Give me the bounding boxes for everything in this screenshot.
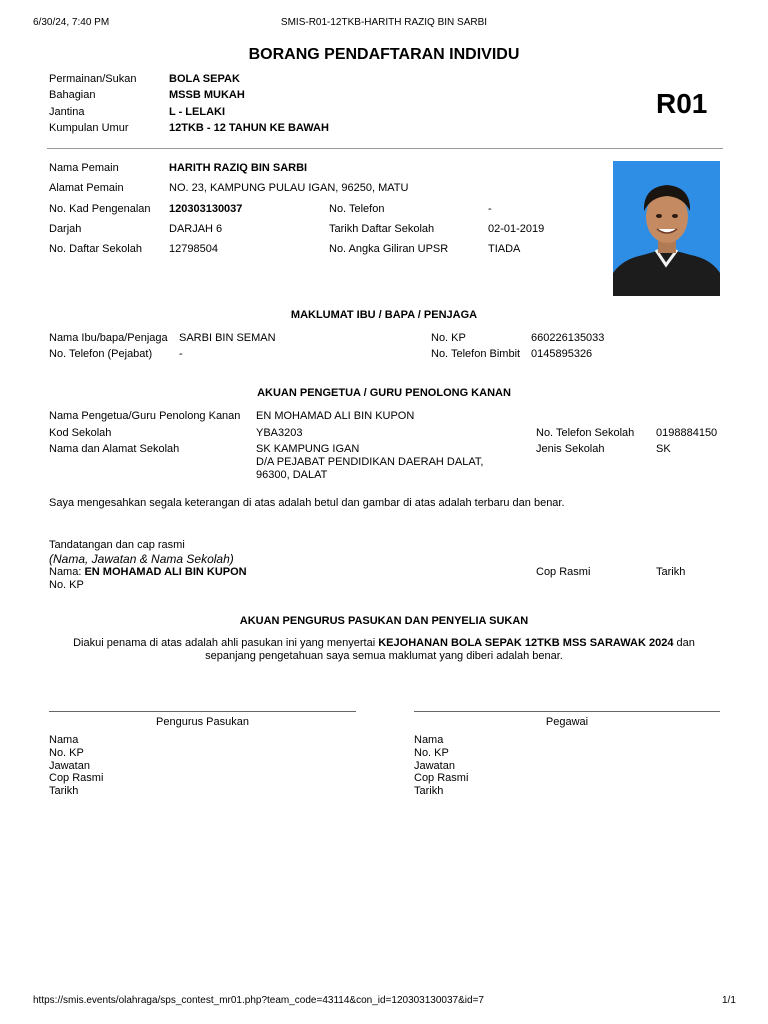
signature-label: Tandatangan dan cap rasmi — [49, 539, 185, 551]
print-url[interactable]: https://smis.events/olahraga/sps_contest_mr01.php?team_code=43114&con_id=120303130037&id=7 — [33, 995, 484, 1006]
jantina-label: Jantina — [49, 106, 85, 118]
pegawai-cop-rasmi: Cop Rasmi — [414, 772, 469, 785]
alamat-pemain-value: NO. 23, KAMPUNG PULAU IGAN, 96250, MATU — [169, 182, 409, 194]
nama-pemain-value: HARITH RAZIQ BIN SARBI — [169, 162, 308, 174]
kod-sekolah-label: Kod Sekolah — [49, 427, 112, 439]
statement-text-before: Diakui penama di atas adalah ahli pasukan ini yang menyertai — [73, 637, 379, 649]
nama-pemain-label: Nama Pemain — [49, 162, 119, 174]
jantina-value: L - LELAKI — [169, 106, 226, 118]
tel-sekolah-value: 0198884150 — [656, 427, 718, 439]
kad-pengenalan-label: No. Kad Pengenalan — [49, 203, 151, 215]
pegawai-title: Pegawai — [545, 716, 589, 728]
pegawai-tarikh: Tarikh — [414, 785, 444, 797]
cop-rasmi-label: Cop Rasmi — [536, 566, 591, 578]
parent-tel-pejabat-label: No. Telefon (Pejabat) — [49, 348, 153, 360]
player-photo — [613, 161, 720, 296]
permainan-value: BOLA SEPAK — [169, 73, 240, 85]
upsr-value: TIADA — [488, 243, 521, 255]
print-page-number: 1/1 — [722, 995, 736, 1006]
alamat-sekolah-line1: SK KAMPUNG IGAN — [256, 443, 360, 455]
parent-tel-bimbit-label: No. Telefon Bimbit — [431, 348, 521, 360]
print-page-title: SMIS-R01-12TKB-HARITH RAZIQ BIN SARBI — [280, 17, 488, 28]
pengurus-nama: Nama — [49, 734, 79, 746]
alamat-sekolah-line3: 96300, DALAT — [256, 469, 328, 481]
divider — [47, 148, 723, 149]
pegawai-fields — [414, 734, 468, 798]
parent-nama-label: Nama Ibu/bapa/Penjaga — [49, 332, 168, 344]
signature-line-right — [414, 711, 720, 712]
manager-statement-line2: sepanjang pengetahuan saya semua maklumat yang diberi adalah benar. — [205, 650, 563, 662]
form-title: BORANG PENDAFTARAN INDIVIDU — [248, 46, 520, 63]
pegawai-kp: No. KP — [414, 746, 449, 759]
daftar-sekolah-value: 12798504 — [169, 243, 218, 255]
pengurus-tarikh: Tarikh — [49, 785, 79, 797]
pengurus-fields — [49, 734, 103, 798]
kod-sekolah-value: YBA3203 — [256, 427, 303, 439]
upsr-label: No. Angka Giliran UPSR — [329, 243, 449, 255]
declaration-text: Saya mengesahkan segala keterangan di atas adalah betul dan gambar di atas adalah terbaru dan benar. — [49, 497, 565, 509]
signature-hint: (Nama, Jawatan & Nama Sekolah) — [49, 552, 234, 566]
daftar-sekolah-label: No. Daftar Sekolah — [49, 243, 142, 255]
tarikh-daftar-label: Tarikh Daftar Sekolah — [329, 223, 435, 235]
tel-sekolah-label: No. Telefon Sekolah — [536, 427, 635, 439]
tarikh-label: Tarikh — [656, 566, 686, 578]
signature-line-left — [49, 711, 356, 712]
principal-nama-value: EN MOHAMAD ALI BIN KUPON — [256, 410, 415, 422]
manager-statement-line1 — [0, 637, 768, 649]
bahagian-value: MSSB MUKAH — [169, 89, 245, 101]
telefon-value: - — [488, 203, 492, 215]
principal-nama-label: Nama Pengetua/Guru Penolong Kanan — [49, 410, 241, 422]
pengurus-title: Pengurus Pasukan — [156, 716, 249, 728]
parent-section-title: MAKLUMAT IBU / BAPA / PENJAGA — [290, 309, 478, 321]
bahagian-label: Bahagian — [49, 89, 96, 101]
jenis-sekolah-value: SK — [656, 443, 671, 455]
parent-kp-value: 660226135033 — [531, 332, 605, 344]
permainan-label: Permainan/Sukan — [49, 73, 137, 85]
parent-nama-value: SARBI BIN SEMAN — [179, 332, 276, 344]
darjah-label: Darjah — [49, 223, 82, 235]
pengurus-cop-rasmi: Cop Rasmi — [49, 772, 104, 785]
umur-label: Kumpulan Umur — [49, 122, 129, 134]
kad-pengenalan-value: 120303130037 — [169, 203, 243, 215]
statement-text-after: dan — [673, 637, 695, 649]
pengurus-jawatan: Jawatan — [49, 759, 90, 772]
signature-kp-label: No. KP — [49, 579, 84, 591]
statement-event-name: KEJOHANAN BOLA SEPAK 12TKB MSS SARAWAK 2024 — [378, 637, 674, 649]
print-datetime: 6/30/24, 7:40 PM — [33, 17, 110, 28]
darjah-value: DARJAH 6 — [169, 223, 223, 235]
alamat-sekolah-line2: D/A PEJABAT PENDIDIKAN DAERAH DALAT, — [256, 456, 484, 468]
signature-nama-label: Nama: — [49, 566, 82, 578]
signature-nama — [49, 566, 247, 578]
alamat-pemain-label: Alamat Pemain — [49, 182, 124, 194]
parent-tel-pejabat-value: - — [179, 348, 183, 360]
alamat-sekolah-label: Nama dan Alamat Sekolah — [49, 443, 180, 455]
form-code: R01 — [656, 88, 708, 119]
manager-section-title: AKUAN PENGURUS PASUKAN DAN PENYELIA SUKAN — [239, 615, 529, 627]
signature-nama-value: EN MOHAMAD ALI BIN KUPON — [84, 566, 247, 578]
principal-section-title: AKUAN PENGETUA / GURU PENOLONG KANAN — [257, 387, 511, 399]
player-photo-illustration — [613, 161, 720, 296]
telefon-label: No. Telefon — [329, 203, 385, 215]
umur-value: 12TKB - 12 TAHUN KE BAWAH — [169, 122, 329, 134]
jenis-sekolah-label: Jenis Sekolah — [536, 443, 605, 455]
pegawai-nama: Nama — [414, 734, 444, 746]
tarikh-daftar-value: 02-01-2019 — [488, 223, 545, 235]
pegawai-jawatan: Jawatan — [414, 759, 455, 772]
parent-kp-label: No. KP — [431, 332, 466, 344]
parent-tel-bimbit-value: 0145895326 — [531, 348, 593, 360]
pengurus-kp: No. KP — [49, 746, 84, 759]
